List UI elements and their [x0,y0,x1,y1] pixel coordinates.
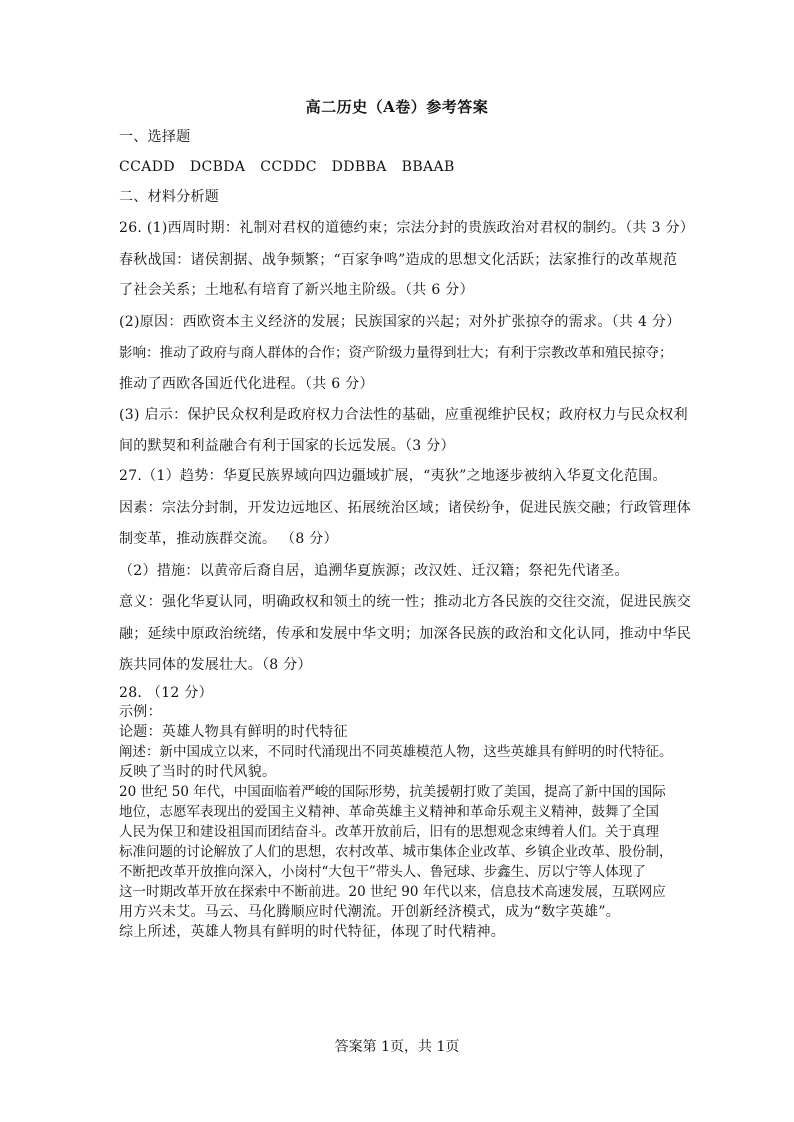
answer-line: 用方兴未艾。马云、马化腾顺应时代潮流。开创新经济模式，成为“数字英雄”。 [119,904,621,920]
answer-line: 间的默契和利益融合有利于国家的长远发展。（3 分） [119,438,455,454]
answer-line: （2）措施：以黄帝后裔自居，追溯华夏族源；改汉姓、迁汉籍；祭祀先代诸圣。 [119,563,629,579]
answer-line: 论题：英雄人物具有鲜明的时代特征 [119,724,348,740]
answer-line: 制变革，推动族群交流。 （8 分） [119,531,338,547]
answer-line: (2)原因：西欧资本主义经济的发展；民族国家的兴起；对外扩张掠夺的需求。（共 4 分） [119,314,681,330]
answer-line: 阐述：新中国成立以来，不同时代涌现出不同英雄模范人物，这些英雄具有鲜明的时代特征。 [119,744,673,760]
answer-line: (3) 启示：保护民众权利是政府权力合法性的基础，应重视维护民权；政府权力与民众权利 [119,407,688,423]
answer-line: 春秋战国：诸侯割据、战争频繁；“百家争鸣”造成的思想文化活跃；法家推行的改革规范 [119,252,678,268]
answer-line: 示例： [119,704,162,720]
page-footer: 答案第 1页，共 1页 [334,1039,460,1055]
answer-line: 不断把改革开放推向深入，小岗村“大包干”带头人、鲁冠球、步鑫生、厉以宁等人体现了 [119,864,646,880]
answer-line: 反映了当时的时代风貌。 [119,764,277,780]
choice-answers: CCADD DCBDA CCDDC DDBBA BBAAB [119,159,455,175]
answer-line: 影响：推动了政府与商人群体的合作；资产阶级力量得到壮大；有利于宗教改革和殖民掠夺； [119,345,673,361]
answer-line: 因素：宗法分封制，开发边远地区、拓展统治区域；诸侯纷争，促进民族交融；行政管理体 [119,500,691,516]
answer-line: 标准问题的讨论解放了人们的思想，农村改革、城市集体企业改革、乡镇企业改革、股份制， [119,844,673,860]
answer-line: 了社会关系；土地私有培育了新兴地主阶级。（共 6 分） [119,282,474,298]
section-heading-choice: 一、选择题 [119,129,191,145]
answer-line: 27.（1）趋势：华夏民族界域向四边疆域扩展，“夷狄”之地逐步被纳入华夏文化范围。 [119,468,667,484]
section-heading-analysis: 二、材料分析题 [119,189,220,205]
answer-line: 26. (1)西周时期：礼制对君权的道德约束；宗法分封的贵族政治对君权的制约。（共 3 分） [119,220,695,236]
answer-line: 20 世纪 50 年代，中国面临着严峻的国际形势，抗美援朝打败了美国，提高了新中国的国际 [119,784,666,800]
answer-line: 这一时期改革开放在探索中不断前进。20 世纪 90 年代以来，信息技术高速发展，互联网应 [119,884,666,900]
page-title: 高二历史（A卷）参考答案 [305,98,489,116]
answer-line: 融；延续中原政治统绪，传承和发展中华文明；加深各民族的政治和文化认同，推动中华民 [119,626,691,642]
answer-line: 地位，志愿军表现出的爱国主义精神、革命英雄主义精神和革命乐观主义精神，鼓舞了全国 [119,804,659,820]
answer-line: 族共同体的发展壮大。（8 分） [119,657,312,673]
answer-line: 28. （12 分） [119,685,213,701]
answer-line: 意义：强化华夏认同，明确政权和领土的统一性；推动北方各民族的交往交流，促进民族交 [119,594,691,610]
answer-line: 综上所述，英雄人物具有鲜明的时代特征，体现了时代精神。 [119,924,506,940]
answer-line: 人民为保卫和建设祖国而团结奋斗。改革开放前后，旧有的思想观念束缚着人们。关于真理 [119,824,659,840]
answer-line: 推动了西欧各国近代化进程。（共 6 分） [119,376,374,392]
